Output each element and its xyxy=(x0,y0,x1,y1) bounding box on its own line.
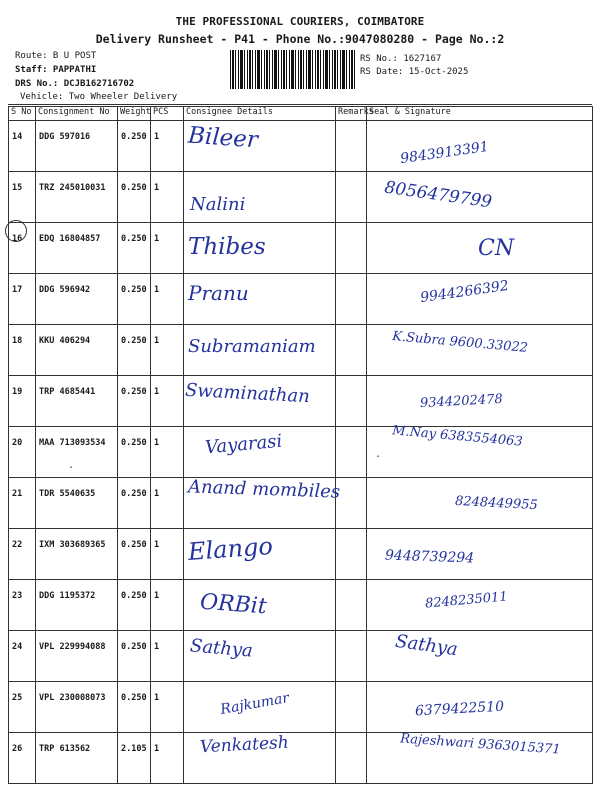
consignee-handwriting: Venkatesh xyxy=(199,732,290,758)
table-row xyxy=(9,580,593,631)
cell-sno-text: 15 xyxy=(12,183,23,193)
consignee-handwriting: Pranu xyxy=(188,281,249,305)
cell-pcs xyxy=(151,529,184,580)
consignee-handwriting: Rajkumar xyxy=(219,690,291,718)
cell-pcs-text: 1 xyxy=(154,387,160,397)
cell-pcs xyxy=(151,631,184,682)
cell-weight xyxy=(118,325,151,376)
cell-pcs-text: 1 xyxy=(154,438,160,448)
cell-sno-text: 26 xyxy=(12,744,23,754)
signature-handwriting: 6379422510 xyxy=(414,698,505,720)
cell-weight-text: 0.250 xyxy=(121,285,147,295)
cell-pcs-text: 1 xyxy=(154,591,160,601)
cell-sno xyxy=(9,631,36,682)
signature-handwriting: 8056479799 xyxy=(383,177,494,213)
consignee-handwriting: Bileer xyxy=(187,122,259,154)
cell-pcs-text: 1 xyxy=(154,642,160,652)
cell-sno-text: 19 xyxy=(12,387,23,397)
cell-consignment xyxy=(36,733,118,784)
cell-weight-text: 0.250 xyxy=(121,234,147,244)
consignee-handwriting: Thibes xyxy=(188,234,266,260)
cell-pcs-text: 1 xyxy=(154,540,160,550)
signature-handwriting: Sathya xyxy=(393,630,460,661)
col-header-sno: S No xyxy=(9,107,36,121)
cell-sno-text: 20 xyxy=(12,438,23,448)
cell-pcs-text: 1 xyxy=(154,234,160,244)
consignee-handwriting: Sathya xyxy=(189,635,254,662)
consignee-handwriting: ORBit xyxy=(199,589,268,620)
consignee-handwriting: Vayarasi xyxy=(204,430,284,459)
col-header-signature: Seal & Signature xyxy=(367,107,593,121)
cell-remarks xyxy=(336,682,367,733)
col-header-consignee: Consignee Details xyxy=(184,107,336,121)
cell-remarks xyxy=(336,733,367,784)
staff-label: Staff: PAPPATHI xyxy=(15,65,97,75)
cell-weight-text: 0.250 xyxy=(121,132,147,142)
cell-consignment xyxy=(36,580,118,631)
cell-weight-text: 0.250 xyxy=(121,642,147,652)
cell-weight-text: 0.250 xyxy=(121,540,147,550)
cell-pcs-text: 1 xyxy=(154,285,160,295)
cell-remarks xyxy=(336,376,367,427)
cell-sno xyxy=(9,733,36,784)
signature-handwriting: 9944266392 xyxy=(419,277,510,307)
table-row xyxy=(9,529,593,580)
cell-pcs-text: 1 xyxy=(154,744,160,754)
cell-weight xyxy=(118,274,151,325)
cell-weight xyxy=(118,172,151,223)
cell-weight-text: 0.250 xyxy=(121,489,147,499)
cell-consignment-text: DDG 1195372 xyxy=(39,591,96,601)
cell-sno-text: 21 xyxy=(12,489,23,499)
cell-weight-text: 0.250 xyxy=(121,693,147,703)
col-header-remarks: Remarks xyxy=(336,107,367,121)
cell-weight-text: 0.250 xyxy=(121,387,147,397)
signature-handwriting: 8248235011 xyxy=(424,589,509,612)
cell-weight-text: 0.250 xyxy=(121,336,147,346)
cell-consignment xyxy=(36,121,118,172)
signature-handwriting: Rajeshwari 9363015371 xyxy=(399,731,562,758)
cell-consignment-text: VPL 229994088 xyxy=(39,642,106,652)
cell-pcs xyxy=(151,274,184,325)
signature-handwriting: 9843913391 xyxy=(399,138,490,168)
cell-sno xyxy=(9,478,36,529)
cell-pcs xyxy=(151,478,184,529)
cell-consignment xyxy=(36,325,118,376)
cell-weight xyxy=(118,223,151,274)
cell-sno-text: 14 xyxy=(12,132,23,142)
cell-consignment-text: TRZ 245010031 xyxy=(39,183,106,193)
cell-pcs-text: 1 xyxy=(154,489,160,499)
signature-handwriting: 8248449955 xyxy=(454,493,539,514)
table-header-row xyxy=(9,107,593,121)
cell-remarks xyxy=(336,427,367,478)
rs-date: RS Date: 15-Oct-2025 xyxy=(360,67,469,77)
cell-consignment-text: IXM 303689365 xyxy=(39,540,106,550)
cell-remarks xyxy=(336,121,367,172)
cell-consignment xyxy=(36,274,118,325)
cell-sno-text: 18 xyxy=(12,336,23,346)
cell-consignment xyxy=(36,427,118,478)
signature-handwriting: K.Subra 9600.33022 xyxy=(391,329,529,356)
rs-number: RS No.: 1627167 xyxy=(360,54,442,64)
cell-consignment xyxy=(36,478,118,529)
cell-weight xyxy=(118,631,151,682)
consignee-handwriting: Elango xyxy=(187,532,274,566)
barcode-image xyxy=(230,50,356,89)
consignee-handwriting: Swaminathan xyxy=(184,379,311,408)
cell-weight xyxy=(118,121,151,172)
cell-weight xyxy=(118,376,151,427)
cell-consignment-text: TRP 4685441 xyxy=(39,387,96,397)
cell-remarks xyxy=(336,580,367,631)
cell-pcs xyxy=(151,121,184,172)
cell-weight-text: 2.105 xyxy=(121,744,147,754)
cell-sno-text: 16 xyxy=(12,234,23,244)
cell-sno-text: 17 xyxy=(12,285,23,295)
cell-sno xyxy=(9,172,36,223)
cell-remarks xyxy=(336,631,367,682)
cell-consignment-text: VPL 230008073 xyxy=(39,693,106,703)
cell-weight xyxy=(118,529,151,580)
consignee-handwriting: Subramaniam xyxy=(188,336,316,357)
cell-pcs xyxy=(151,172,184,223)
table-row xyxy=(9,121,593,172)
cell-sno xyxy=(9,682,36,733)
cell-consignment-text: TRP 613562 xyxy=(39,744,91,754)
cell-consignment-text: KKU 406294 xyxy=(39,336,91,346)
cell-consignment xyxy=(36,682,118,733)
pen-mark: . xyxy=(375,449,382,460)
header-divider xyxy=(8,104,592,105)
cell-sno-text: 24 xyxy=(12,642,23,652)
signature-handwriting: M.Nay 6383554063 xyxy=(391,423,524,450)
cell-pcs xyxy=(151,733,184,784)
cell-weight xyxy=(118,427,151,478)
cell-weight xyxy=(118,478,151,529)
cell-weight-text: 0.250 xyxy=(121,183,147,193)
cell-sno xyxy=(9,121,36,172)
cell-pcs-text: 1 xyxy=(154,693,160,703)
cell-pcs xyxy=(151,682,184,733)
cell-weight xyxy=(118,682,151,733)
cell-weight-text: 0.250 xyxy=(121,438,147,448)
cell-sno-text: 23 xyxy=(12,591,23,601)
cell-pcs-text: 1 xyxy=(154,336,160,346)
pen-mark: . xyxy=(68,460,75,471)
cell-consignment xyxy=(36,376,118,427)
col-header-pcs: PCS xyxy=(151,107,184,121)
consignee-handwriting: Nalini xyxy=(190,194,246,215)
cell-sno xyxy=(9,376,36,427)
runsheet-title: Delivery Runsheet - P41 - Phone No.:9047080280 - Page No.:2 xyxy=(95,32,505,46)
cell-weight-text: 0.250 xyxy=(121,591,147,601)
cell-remarks xyxy=(336,172,367,223)
cell-weight xyxy=(118,580,151,631)
company-title: THE PROFESSIONAL COURIERS, COIMBATORE xyxy=(175,15,425,28)
cell-pcs xyxy=(151,427,184,478)
col-header-consignment: Consignment No xyxy=(36,107,118,121)
cell-consignment-text: DDG 596942 xyxy=(39,285,91,295)
cell-remarks xyxy=(336,274,367,325)
consignee-handwriting: Anand mombiles xyxy=(187,476,341,503)
cell-consignment xyxy=(36,529,118,580)
cell-pcs xyxy=(151,580,184,631)
cell-sno xyxy=(9,325,36,376)
cell-pcs-text: 1 xyxy=(154,183,160,193)
table-row xyxy=(9,631,593,682)
cell-consignment xyxy=(36,223,118,274)
cell-sno xyxy=(9,529,36,580)
vehicle-label: Vehicle: Two Wheeler Delivery xyxy=(20,92,178,102)
signature-handwriting: CN xyxy=(478,236,515,261)
cell-remarks xyxy=(336,529,367,580)
cell-pcs xyxy=(151,223,184,274)
cell-pcs xyxy=(151,325,184,376)
cell-consignment-text: DDG 597016 xyxy=(39,132,91,142)
cell-remarks xyxy=(336,223,367,274)
table-row xyxy=(9,682,593,733)
cell-sno-text: 25 xyxy=(12,693,23,703)
col-header-weight: Weight xyxy=(118,107,151,121)
cell-consignment xyxy=(36,631,118,682)
table-row xyxy=(9,172,593,223)
signature-handwriting: 9344202478 xyxy=(419,391,504,412)
cell-remarks xyxy=(336,325,367,376)
cell-sno xyxy=(9,274,36,325)
cell-consignment-text: EDQ 16804857 xyxy=(39,234,101,244)
cell-consignment xyxy=(36,172,118,223)
cell-pcs-text: 1 xyxy=(154,132,160,142)
cell-consignment-text: TDR 5540635 xyxy=(39,489,96,499)
circled-row-mark xyxy=(5,220,27,242)
cell-consignment-text: MAA 713093534 xyxy=(39,438,106,448)
cell-sno xyxy=(9,580,36,631)
cell-weight xyxy=(118,733,151,784)
cell-sno xyxy=(9,427,36,478)
cell-pcs xyxy=(151,376,184,427)
route-label: Route: B U POST xyxy=(15,51,97,61)
drs-number: DRS No.: DCJB162716702 xyxy=(15,79,135,89)
signature-handwriting: 9448739294 xyxy=(384,547,475,567)
cell-sno-text: 22 xyxy=(12,540,23,550)
